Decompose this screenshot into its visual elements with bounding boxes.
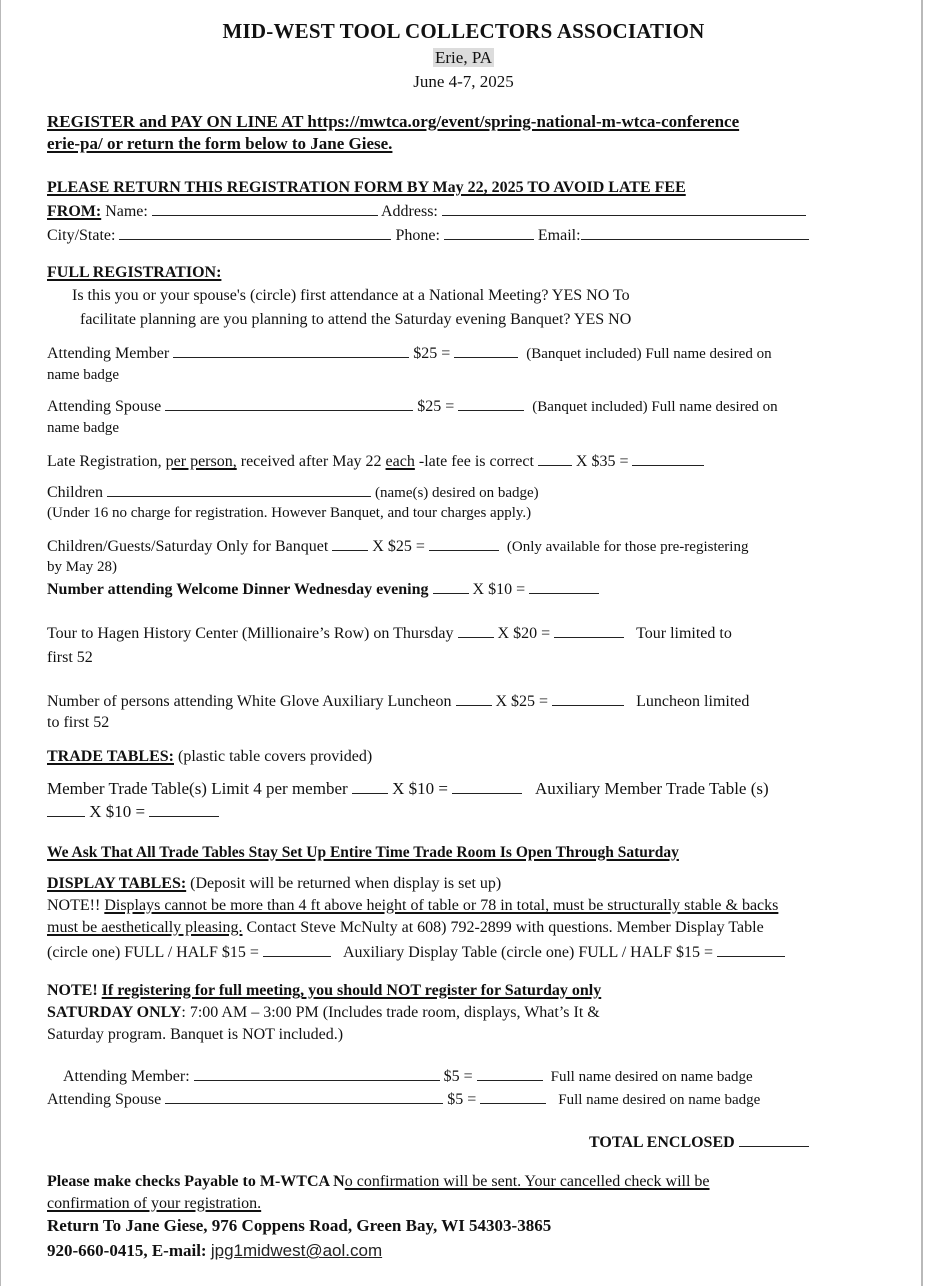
children-label: Children [47,484,103,501]
confirmation-note: o confirmation will be sent. Your cancelled check will be [344,1173,710,1190]
display-note-prefix: NOTE!! [47,897,105,914]
saturday-member-note: Full name desired on name badge [550,1069,753,1085]
trade-tables-heading: TRADE TABLES: [47,748,174,765]
member-trade-amount-field[interactable] [452,779,522,794]
name-field[interactable] [152,201,378,216]
attending-member-name-field[interactable] [173,343,409,358]
saturday-hours-cont: Saturday program. Banquet is NOT included.) [47,1026,344,1043]
guests-note-cont: by May 28) [47,559,117,575]
luncheon-label: Number of persons attending White Glove Auxiliary Luncheon [47,693,452,710]
late-registration-row [47,451,704,472]
banquet-question: facilitate planning are you planning to attend the Saturday evening Banquet? YES NO [80,311,632,328]
city-row [47,225,809,246]
late-text: Late Registration, [47,453,166,470]
guests-amount-field[interactable] [429,536,499,551]
saturday-member-amount-field[interactable] [477,1066,543,1081]
from-row [47,201,806,222]
address-field[interactable] [442,201,806,216]
member-price: $25 = [413,345,451,362]
saturday-only-heading: SATURDAY ONLY [47,1004,182,1021]
late-text: received after May 22 [236,453,386,470]
luncheon-count-field[interactable] [456,691,492,706]
saturday-member-price: $5 = [443,1068,473,1085]
welcome-amount-field[interactable] [529,579,599,594]
attending-member-label: Attending Member [47,345,170,362]
guests-label: Children/Guests/Saturday Only for Banquet [47,538,329,555]
saturday-member-name-field[interactable] [194,1066,440,1081]
saturday-member-row [63,1066,753,1087]
member-display-choice: (circle one) FULL / HALF $15 = [47,944,259,961]
contact-email-link[interactable]: jpg1midwest@aol.com [210,1241,383,1260]
attending-spouse-name-field[interactable] [165,396,413,411]
event-dates: June 4-7, 2025 [413,72,514,91]
phone-field[interactable] [444,225,534,240]
display-tables-heading: DISPLAY TABLES: [47,875,187,892]
welcome-dinner-label: Number attending Welcome Dinner Wednesday evening [47,581,429,598]
luncheon-note: Luncheon limited [636,693,750,710]
return-address: Return To Jane Giese, 976 Coppens Road, Green Bay, WI 54303-3865 [47,1216,552,1235]
spouse-note: (Banquet included) Full name desired on [532,399,778,415]
luncheon-row [47,691,749,712]
luncheon-note-cont: to first 52 [47,714,110,731]
checks-payable: Please make checks Payable to M-WTCA N [47,1173,345,1190]
aux-trade-label: Auxiliary Member Trade Table (s) [535,779,769,798]
full-registration-heading: FULL REGISTRATION: [47,264,222,281]
tour-amount-field[interactable] [554,623,624,638]
attending-member-amount-field[interactable] [454,343,518,358]
total-enclosed-label: TOTAL ENCLOSED [589,1134,735,1151]
attending-member-row [47,343,772,364]
late-text: -late fee is correct [414,453,534,470]
address-label: Address: [380,203,438,220]
spouse-price: $25 = [417,398,455,415]
trade-tables-stay-notice: We Ask That All Trade Tables Stay Set Up Entire Time Trade Room Is Open Through Saturday [47,844,679,861]
attending-spouse-row [47,396,778,417]
saturday-spouse-row [47,1089,760,1110]
total-row [589,1132,809,1153]
attending-spouse-label: Attending Spouse [47,398,162,415]
email-field[interactable] [581,225,809,240]
display-rule: Displays cannot be more than 4 ft above height of table or 78 in total, must be structurally stable & backs [104,897,779,914]
guests-note: (Only available for those pre-registering [506,539,749,555]
welcome-price: X $10 = [472,581,526,598]
children-note: (name(s) desired on badge) [375,485,539,501]
return-deadline-notice: PLEASE RETURN THIS REGISTRATION FORM BY May 22, 2025 TO AVOID LATE FEE [47,179,686,196]
saturday-member-label: Attending Member: [63,1068,190,1085]
member-trade-table-row [47,779,769,799]
first-attendance-question: Is this you or your spouse's (circle) first attendance at a National Meeting? YES NO To [72,287,630,304]
total-enclosed-field[interactable] [739,1132,809,1147]
display-contact: Contact Steve McNulty at 608) 792-2899 with questions. Member Display Table [242,919,764,936]
aux-display-amount-field[interactable] [717,942,785,957]
city-state-label: City/State: [47,227,116,244]
aux-trade-price: X $10 = [89,802,146,821]
from-label: FROM: [47,203,102,220]
org-title: MID-WEST TOOL COLLECTORS ASSOCIATION [222,19,705,43]
guests-price: X $25 = [372,538,425,555]
late-text-per-person: per person, [165,453,237,470]
contact-phone: 920-660-0415, E-mail: [47,1241,211,1260]
display-rule-cont: must be aesthetically pleasing. [47,919,243,936]
display-rule-row [47,896,778,916]
checks-payable-row [47,1172,710,1192]
member-note: (Banquet included) Full name desired on [526,346,772,362]
luncheon-amount-field[interactable] [552,691,624,706]
saturday-hours-row [47,1003,600,1023]
phone-label: Phone: [395,227,440,244]
saturday-spouse-label: Attending Spouse [47,1091,162,1108]
saturday-note: If registering for full meeting, you should NOT register for Saturday only [101,982,602,999]
trade-tables-note: (plastic table covers provided) [174,748,373,765]
register-online-line2: erie-pa/ or return the form below to Jane Giese. [47,134,393,153]
attending-spouse-amount-field[interactable] [458,396,524,411]
tour-price: X $20 = [497,625,551,642]
city-state-field[interactable] [119,225,391,240]
saturday-spouse-name-field[interactable] [165,1089,443,1104]
guests-count-field[interactable] [332,536,368,551]
aux-trade-count-field[interactable] [47,802,85,817]
late-amount-field[interactable] [632,451,704,466]
children-row [47,482,539,503]
late-count-field[interactable] [538,451,572,466]
guests-banquet-row [47,536,748,557]
tour-label: Tour to Hagen History Center (Millionaire’s Row) on Thursday [47,625,454,642]
member-trade-label: Member Trade Table(s) Limit 4 per member [47,779,348,798]
contact-row [47,1241,382,1261]
name-label: Name: [105,203,148,220]
spouse-note-cont: name badge [47,420,120,436]
event-location: Erie, PA [435,48,492,67]
aux-trade-amount-field[interactable] [149,802,219,817]
display-contact-row [47,918,764,938]
saturday-spouse-amount-field[interactable] [480,1089,546,1104]
aux-display-choice: Auxiliary Display Table (circle one) FULL / HALF $15 = [342,944,713,961]
confirmation-note-cont: confirmation of your registration. [47,1195,262,1212]
saturday-note-row [47,981,601,1001]
display-tables-heading-row [47,874,501,894]
email-label: Email: [537,227,581,244]
trade-tables-heading-row [47,747,372,767]
welcome-dinner-row [47,579,599,600]
luncheon-price: X $25 = [495,693,549,710]
tour-note-cont: first 52 [47,649,93,666]
saturday-spouse-price: $5 = [447,1091,477,1108]
late-text-each: each [385,453,415,470]
member-trade-price: X $10 = [392,779,449,798]
children-names-field[interactable] [107,482,371,497]
tour-row [47,623,732,644]
saturday-spouse-note: Full name desired on name badge [558,1092,761,1108]
saturday-note-prefix: NOTE! [47,982,102,999]
welcome-count-field[interactable] [433,579,469,594]
register-online-link[interactable]: REGISTER and PAY ON LINE AT https://mwtca.org/event/spring-national-m-wtca-conference [47,112,740,131]
member-display-amount-field[interactable] [263,942,331,957]
tour-count-field[interactable] [458,623,494,638]
late-price: X $35 = [575,453,629,470]
children-charge-note: (Under 16 no charge for registration. However Banquet, and tour charges apply.) [47,505,532,521]
display-choice-row [47,942,785,963]
saturday-hours: : 7:00 AM – 3:00 PM (Includes trade room, displays, What’s It & [181,1004,600,1021]
aux-trade-table-row [47,802,219,822]
display-deposit-note: (Deposit will be returned when display is set up) [186,875,502,892]
member-trade-count-field[interactable] [352,779,388,794]
tour-note: Tour limited to [636,625,732,642]
member-note-cont: name badge [47,367,120,383]
